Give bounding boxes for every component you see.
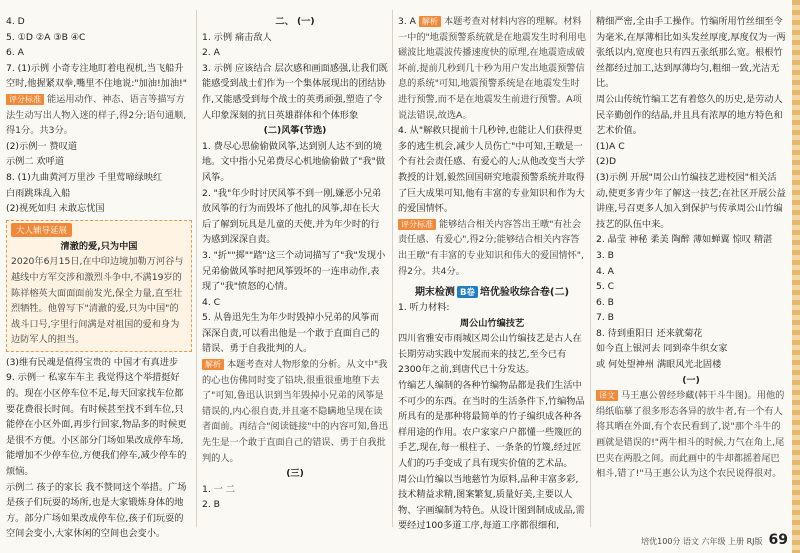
answer-text: 3. "折""掷""踏"这三个动词描写了"我"发现小兄弟偷做风筝时把风筝毁坏的一连串动作,表现了"我"愤怒的心情。 xyxy=(202,249,386,293)
answer-text: 4. C xyxy=(202,296,221,308)
answer-line xyxy=(596,341,786,357)
annotation-text: 本题考查对材料内容的理解。材料一中的"地震预警系统就是在地震发生时利用电磁波比地震波传播速度快的原理,在地震造成破坏前,提前几秒到几十秒为用户发出地震预警信息的系统"可知,地震预警系统是在地震发生时进行预警,而不是在地震发生前进行预警。A项说法错误,故选A。 xyxy=(398,16,586,121)
answer-line xyxy=(596,264,786,280)
exam-title-text: 培优验收综合卷(二) xyxy=(479,287,570,299)
exam-label: 期末检测 xyxy=(414,287,455,299)
answer-line xyxy=(202,30,388,46)
answer-text: 1. 示例 痛击敌人 xyxy=(202,31,272,43)
answer-text: 示例二 孩子的家长 我不赞同这个举措。广场是孩子们玩耍的场所,也是大家锻炼身体的地方。部分广场如果改成停车位,孩子们玩耍的空间会变小,大家休闲的空间也会变小。 xyxy=(6,481,187,540)
column-3 xyxy=(398,14,586,532)
answer-text: 如今直上银河去 同到牵牛织女家 xyxy=(596,343,728,355)
section-heading: (一) xyxy=(682,374,700,386)
annotation-tag: 译文 xyxy=(596,390,618,401)
page-number: 69 xyxy=(768,532,788,548)
answer-line xyxy=(596,388,786,482)
answer-text: 2. B xyxy=(202,499,220,511)
answer-line xyxy=(398,217,586,279)
annotation-tag: 解析 xyxy=(419,16,441,27)
answer-line xyxy=(596,310,786,326)
annotation-text: 能运用动作、神态、语言等描写方法生动写出人物入迷的样子,得2分;语句通顺,得1分。共3分。 xyxy=(6,93,187,137)
exam-level-badge: B卷 xyxy=(457,286,478,298)
answer-text: (2)示例一 赞叹道 xyxy=(6,140,78,152)
answer-text: 或 何处望神州 满眼风光北固楼 xyxy=(596,359,722,371)
answer-line xyxy=(6,480,192,542)
answer-line xyxy=(202,295,388,311)
answer-line xyxy=(202,61,388,123)
footer-book-info: 培优100分 语文 六年级 上册 RJ版 xyxy=(641,537,763,546)
answer-text: 3. B xyxy=(596,249,614,261)
column-divider xyxy=(196,10,197,527)
answer-line xyxy=(596,170,786,232)
answer-text: 白雨跳珠乱入船 xyxy=(6,187,71,199)
column-1 xyxy=(6,14,192,540)
answer-line xyxy=(202,45,388,61)
answer-line xyxy=(596,295,786,311)
annotation-text: 本题考查对人物形象的分析。从文中"我的心也仿佛同时变了铅块,很重很重地堕下去了"可知,鲁迅认识到当年毁掉小兄弟的风筝是错误的,内心很自责,并且毫不隐瞒地呈现在读者面前。再结合"阅读链接"中的内容可知,鲁迅先生是一个敢于直面自己的错误、勇于自我批判的人。 xyxy=(202,359,388,464)
answer-text: (3)维有民魂是值得宝贵的 中国才有真进步 xyxy=(6,356,179,368)
answer-line xyxy=(6,201,192,217)
answer-line xyxy=(202,357,388,466)
answer-text: 精细严密,全由手工操作。竹编所用竹丝细至令为毫米,在厚薄相比如头发丝厚度,厚度仅为一两张纸以内,宽度也只有四五张纸那么宽。根根竹丝都经过加工,达到厚薄均匀,粗细一致,光洁无比。 xyxy=(596,16,786,90)
extension-box-title: 清澈的爱,只为中国 xyxy=(60,240,138,252)
answer-line xyxy=(6,61,192,92)
annotation-tag: 解析 xyxy=(202,359,224,370)
answer-line xyxy=(6,170,192,186)
answer-text: 四川省雅安市雨城区周公山竹编技艺是古人在长期劳动实践中发展而来的技艺,至今已有2300年之前,到唐代已十分发达。 xyxy=(398,333,582,376)
section-heading: (二)风筝(节选) xyxy=(263,125,327,137)
answer-line xyxy=(202,497,388,513)
answer-text: 5. C xyxy=(596,281,615,293)
answer-line xyxy=(596,92,786,139)
answer-text: 9. 示例一 私家车车主 我觉得这个举措挺好的。现在小区停车位不足,每天回家找车位都要花费很长时间。有时候甚至找不到车位,只能停在小区外面,再步行回家,物品多的时候更是很不方便。小区部分门场如果改成停车场,能增加不少停车位,方便我们停车,减少停车的烦恼。 xyxy=(6,372,187,478)
answer-text: 5. 从鲁迅先生为年少时毁掉小兄弟的风筝而深深自责,可以看出他是一个敢于直面自己的错误、勇于自我批判的人。 xyxy=(202,312,380,355)
column-divider xyxy=(590,10,591,527)
section-heading: 周公山竹编技艺 xyxy=(459,317,525,329)
answer-line xyxy=(596,154,786,170)
answer-text: 3. A xyxy=(398,16,416,27)
answer-line xyxy=(596,14,786,92)
answer-line xyxy=(398,331,586,378)
answer-text: 2. "我"年少时讨厌风筝不到一刚,嫌恶小兄弟放风筝的行为而毁坏了他扎的风筝,却在长大后了解到玩具是儿童的天使,并为年少时的行为感到深深自责。 xyxy=(202,187,382,246)
extension-box-tag: 大人辅导延展 xyxy=(11,223,72,237)
section-heading: (三) xyxy=(286,468,304,480)
answer-text: 1. 听力材料: xyxy=(398,302,450,314)
answer-text: 2. A xyxy=(202,47,220,59)
answer-line xyxy=(6,370,192,479)
answer-text: 4. D xyxy=(6,16,25,27)
answer-text: (2)视死如归 未敢忘忧国 xyxy=(6,203,105,215)
answer-line xyxy=(398,14,586,123)
column-2 xyxy=(202,14,388,527)
answer-text: 1. 一 二 xyxy=(202,483,235,495)
page-edge-decoration xyxy=(792,0,800,553)
answer-line xyxy=(6,355,192,371)
answer-line xyxy=(596,232,786,248)
annotation-text: 能够结合相关内容答出王暾"有社会责任感、有爱心",得2分;能够结合相关内容答出王暾"有丰富的专业知识和伟大的爱国情怀",得2分。共4分。 xyxy=(398,218,584,277)
column-divider xyxy=(392,10,393,527)
answer-text: 8. 待到重阳日 还来就菊花 xyxy=(596,327,703,339)
answer-text: 周公山竹编以当地慈竹为原料,品种丰富多彩,技术精益求精,图案繁复,质量好美,主要以人物、字画编制为特色。从设计图到制成成品,需要经过100多道工序,每道工序都很细和, xyxy=(398,473,585,532)
answer-text: 1. 费尽心思偷偷做风筝,达到别人达不到的境地。文中指小兄弟费尽心机地偷偷做了"我"做风筝。 xyxy=(202,140,386,183)
answer-text: 7. (1)示例 小奇专注地盯着电视机,当飞船升空时,他握紧双拳,嘴里不住地说:"加油!加油!" xyxy=(6,62,187,90)
answer-line xyxy=(596,326,786,342)
answer-line xyxy=(6,92,192,139)
answer-line xyxy=(202,482,388,498)
answer-text: 6. B xyxy=(596,296,614,308)
page-footer xyxy=(596,531,788,547)
answer-text: 4. 从"解救只提前十几秒钟,也能让人们获得更多的逃生机会,减少人员伤亡"中可知,王暾是一个有社会责任感、有爱心的人;从他改变当大学教授的计划,毅然回国研究地震预警系统并取得了巨大成果可知,他有丰富的专业知识和作为大的爱国情怀。 xyxy=(398,125,585,215)
answer-line xyxy=(398,472,586,534)
answer-text: (2)D xyxy=(596,156,617,168)
answer-text: 周公山传统竹编工艺有着悠久的历史,是劳动人民辛勤创作的结晶,并且具有浓厚的地方特色和艺术价值。 xyxy=(596,93,783,137)
answer-line xyxy=(398,123,586,217)
answer-line xyxy=(202,310,388,357)
extension-box-body: 2020年6月15日,在中印边境加勒万河谷与越线中方军交涉和激烈斗争中,不满19岁的陈祥榕英大面面面前发光,保全力量,直至壮烈牺牲。他曾写下"清澈的爱,只为中国"的战斗口号,字里行间满是对祖国的爱和身为边防军人的担当。 xyxy=(11,256,184,346)
answer-line xyxy=(596,279,786,295)
answer-line xyxy=(6,154,192,170)
answer-line xyxy=(6,30,192,46)
answer-line xyxy=(398,300,586,316)
answer-text: 竹编艺人编制的各种竹编物品都是我们生活中不可少的东西。在当时的生活条件下,竹编物品所具有的是那种将最简单的竹子编织成各种各样用途的作用。农户家家户户都懂一些篾匠的手艺,现在,每一根柱子、一条条的竹篾,经过匠人们的巧手变成了具有现实价值的艺术品。 xyxy=(398,380,585,470)
column-4 xyxy=(596,14,786,527)
annotation-tag: 评分标准 xyxy=(6,94,44,105)
answer-text: 7. B xyxy=(596,312,614,324)
extension-box xyxy=(6,220,192,352)
answer-text: 5. ①D ②A ③B ④C xyxy=(6,31,86,43)
annotation-tag: 评分标准 xyxy=(398,219,436,230)
answer-line xyxy=(398,378,586,472)
answer-line xyxy=(202,248,388,295)
answer-text: 2. 晶莹 神秘 柔美 陶醉 薄如蝉翼 惊叹 精湛 xyxy=(596,234,773,246)
answer-text: (1)A C xyxy=(596,140,625,152)
answer-text: 4. A xyxy=(596,265,614,277)
answer-line xyxy=(202,186,388,248)
answer-line xyxy=(596,139,786,155)
answer-text: 3. 示例 应该结合 层次感和画面感强,让我们既能感受到战士们作为一个集体展现出的团结协作,又能感受到每个战士的英勇顽强,塑造了令人印象深刻的抗日英雄群体和个体形象 xyxy=(202,62,388,121)
answer-text: 6. A xyxy=(6,47,24,59)
answer-line xyxy=(596,357,786,373)
answer-line xyxy=(202,139,388,186)
answer-text: 示例二 欢呼道 xyxy=(6,156,65,168)
answer-line xyxy=(596,248,786,264)
answer-line xyxy=(6,139,192,155)
section-heading: 二、 (一) xyxy=(275,16,315,27)
answer-text: 8. (1)九曲黄河万里沙 千里莺啼绿映红 xyxy=(6,171,163,183)
answer-line xyxy=(6,14,192,30)
annotation-text: 马王惠公曾经珍藏(韩干斗牛图)。用他的绢纸临摹了很多形态各异的放牛者,有一个有人将其晒在外面,有个农民看到了,说"那个斗牛的画就是错误的!"两牛相斗的时候,力气在角上,尾巴夹在两股之间。而此画中的牛却都摇着尾巴相斗,错了!"马王惠公认为这个农民说得很对。 xyxy=(596,390,785,480)
answer-line xyxy=(6,45,192,61)
answer-line xyxy=(6,186,192,202)
answer-text: (3)示例 开展"周公山竹编技艺进校园"相关活动,使更多青少年了解这一技艺;在社区开展公益讲座,号召更多人加入到保护与传承周公山竹编技艺的队伍中来。 xyxy=(596,171,786,230)
exam-section-title xyxy=(398,283,586,298)
